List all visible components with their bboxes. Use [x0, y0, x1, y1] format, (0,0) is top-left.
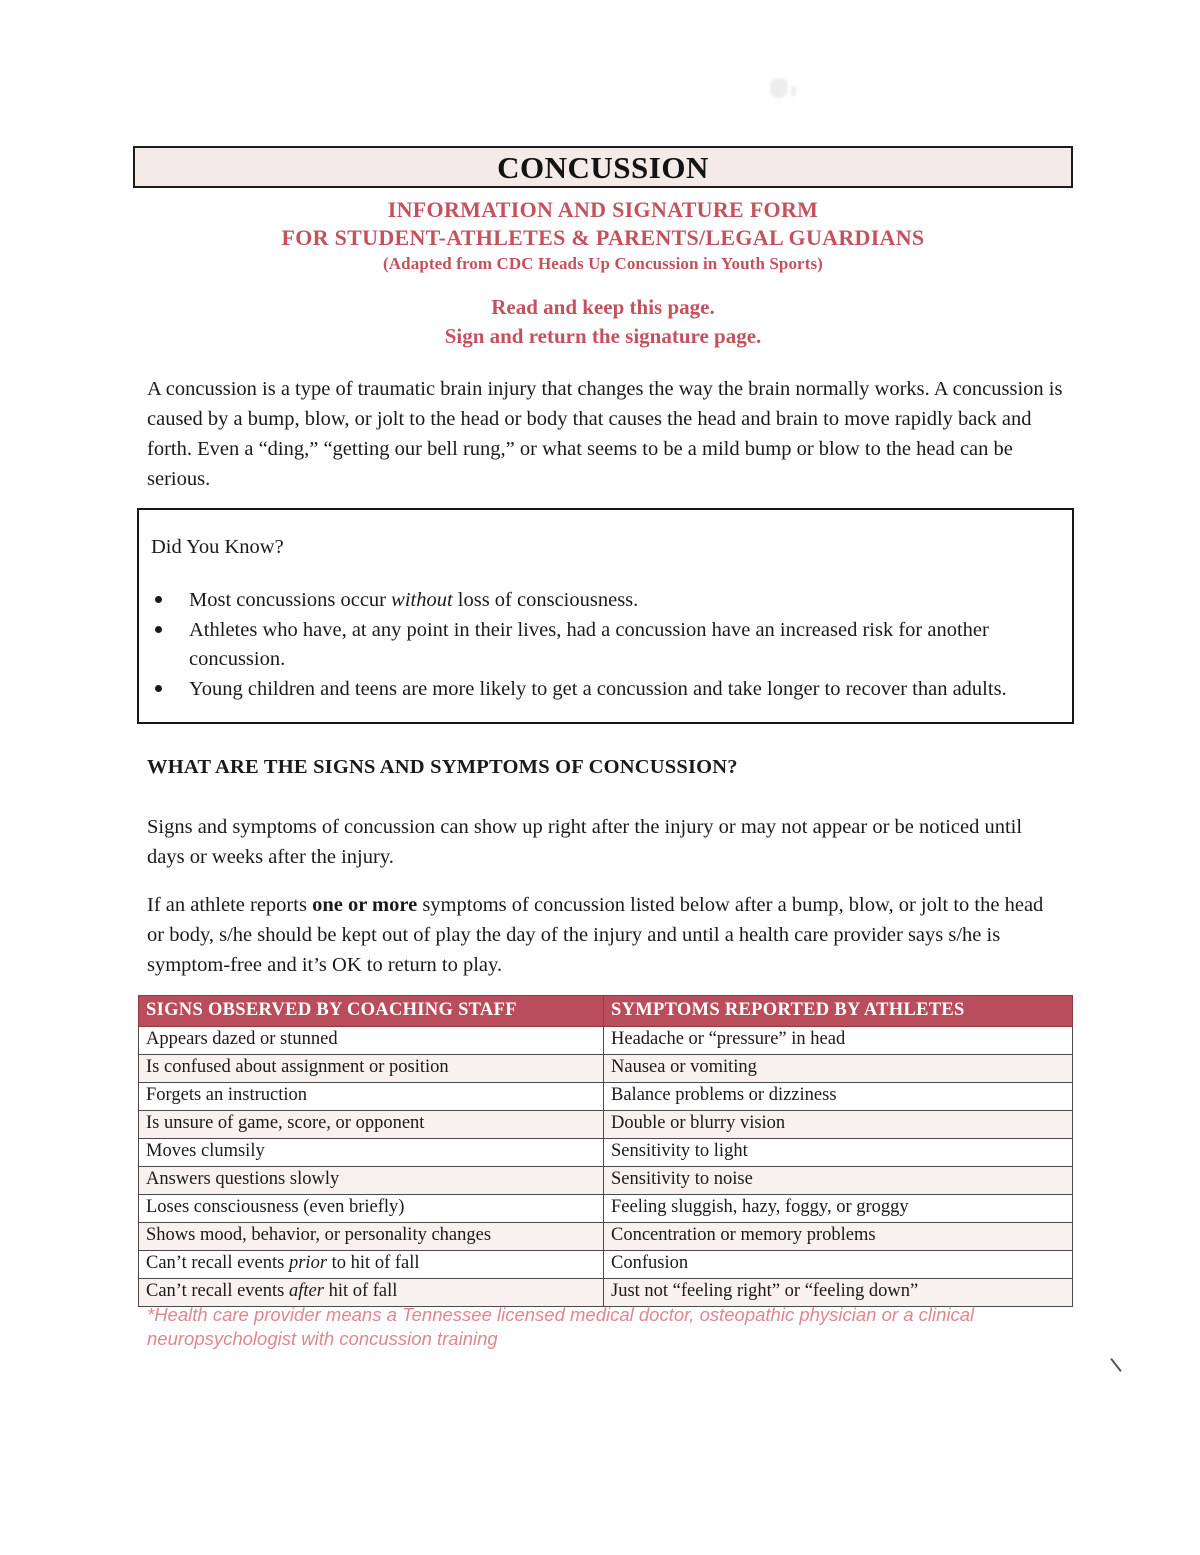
intro-paragraph: A concussion is a type of traumatic brain injury that changes the way the brain normally works. A concussion is caused by a bump, blow, or jolt to the head or body that causes the head and brain to move rapidly back and forth. Even a “ding,” “getting our bell rung,” or what seems to be a mild bump or blow to the head can be serious.: [147, 378, 1063, 491]
table-header-symptoms: SYMPTOMS REPORTED BY ATHLETES: [604, 996, 1073, 1027]
table-cell-sign: [139, 1195, 604, 1223]
page-title: CONCUSSION: [497, 149, 709, 185]
bullet-icon: [155, 596, 162, 603]
table-cell-sign: [139, 1251, 604, 1279]
section-heading-signs-symptoms: WHAT ARE THE SIGNS AND SYMPTOMS OF CONCUSSION?: [147, 756, 738, 778]
bullet-icon: [155, 685, 162, 692]
sign-text-before: Moves clumsily: [146, 1141, 265, 1162]
list-item: [143, 675, 1058, 704]
list-item-text-italic: without: [391, 589, 453, 611]
sign-text-before: Loses consciousness (even briefly): [146, 1197, 405, 1218]
did-you-know-heading: Did You Know?: [151, 536, 284, 558]
table-cell-symptom: Concentration or memory problems: [604, 1223, 1073, 1251]
table-cell-symptom: Confusion: [604, 1251, 1073, 1279]
did-you-know-box: [137, 508, 1074, 724]
table-cell-sign: [139, 1167, 604, 1195]
table-cell-sign: [139, 1083, 604, 1111]
table-row: [139, 1139, 1073, 1167]
table-row: [139, 1223, 1073, 1251]
sign-text-before: Is unsure of game, score, or opponent: [146, 1113, 425, 1134]
table-row: [139, 1167, 1073, 1195]
list-item: [143, 616, 1058, 674]
sign-text-after: hit of fall: [323, 1281, 398, 1302]
table-body: [139, 1027, 1073, 1307]
table-cell-symptom: Just not “feeling right” or “feeling down”: [604, 1279, 1073, 1307]
signs-symptoms-table: [138, 995, 1073, 1307]
footnote-health-care-provider: *Health care provider means a Tennessee licensed medical doctor, osteopathic physician or a clinical neuropsychologist with concussion training: [147, 1304, 975, 1350]
table-cell-symptom: Double or blurry vision: [604, 1111, 1073, 1139]
table-header-signs: SIGNS OBSERVED BY COACHING STAFF: [139, 996, 604, 1027]
scan-artifact-smudge: [770, 78, 788, 98]
sign-text-before: Appears dazed or stunned: [146, 1029, 338, 1050]
did-you-know-list: [143, 586, 1058, 705]
sign-text-before: Can’t recall events: [146, 1253, 289, 1274]
table-cell-symptom: Sensitivity to noise: [604, 1167, 1073, 1195]
sign-text-before: Shows mood, behavior, or personality changes: [146, 1225, 492, 1246]
table-cell-symptom: Balance problems or dizziness: [604, 1083, 1073, 1111]
table-cell-sign: [139, 1055, 604, 1083]
list-item: [143, 586, 1058, 615]
sign-text-before: Forgets an instruction: [146, 1085, 308, 1106]
subtitle-line-1: INFORMATION AND SIGNATURE FORM: [387, 197, 819, 222]
sign-text-italic: after: [288, 1281, 324, 1302]
list-item-text-after: loss of consciousness.: [452, 589, 639, 611]
table-cell-symptom: Feeling sluggish, hazy, foggy, or groggy: [604, 1195, 1073, 1223]
signs-paragraph-2-bold: one or more: [312, 894, 418, 916]
sign-text-before: Can’t recall events: [146, 1281, 289, 1302]
table-row: [139, 1083, 1073, 1111]
table-cell-sign: [139, 1223, 604, 1251]
signs-paragraph-2-before: If an athlete reports: [147, 894, 313, 916]
reading-instructions: [133, 293, 1073, 351]
table-cell-sign: [139, 1027, 604, 1055]
instruction-read-keep: Read and keep this page.: [491, 295, 715, 319]
table-header-row: [139, 996, 1073, 1027]
scan-artifact-smudge-secondary: [791, 86, 796, 96]
scan-artifact-pen-stroke: [1110, 1358, 1121, 1372]
table-cell-sign: [139, 1139, 604, 1167]
sign-text-before: Is confused about assignment or position: [146, 1057, 449, 1078]
list-item-text-before: Young children and teens are more likely to get a concussion and take longer to recover than adults.: [189, 678, 1007, 701]
table-row: [139, 1111, 1073, 1139]
table-cell-symptom: Headache or “pressure” in head: [604, 1027, 1073, 1055]
document-subtitle: [133, 196, 1073, 277]
signs-paragraph-2-after: symptoms of concussion listed below after a bump, blow, or jolt to the head or body, s/he should be kept out of play the day of the injury and until a health care provider says s/he is symptom-free and it’s OK to return to play.: [147, 894, 1044, 977]
list-item-text-before: Athletes who have, at any point in their lives, had a concussion have an increased risk for another concussion.: [189, 619, 989, 671]
table-row: [139, 1027, 1073, 1055]
signs-paragraph-1: Signs and symptoms of concussion can show up right after the injury or may not appear or be noticed until days or weeks after the injury.: [147, 816, 1023, 869]
table-row: [139, 1055, 1073, 1083]
table-cell-symptom: Nausea or vomiting: [604, 1055, 1073, 1083]
bullet-icon: [155, 626, 162, 633]
subtitle-source-note: (Adapted from CDC Heads Up Concussion in Youth Sports): [383, 254, 823, 274]
sign-text-before: Answers questions slowly: [146, 1169, 340, 1190]
subtitle-line-2: FOR STUDENT-ATHLETES & PARENTS/LEGAL GUARDIANS: [281, 225, 925, 251]
document-title-box: [133, 146, 1073, 188]
table-row: [139, 1195, 1073, 1223]
instruction-sign-return: Sign and return the signature page.: [444, 323, 762, 348]
sign-text-after: to hit of fall: [327, 1253, 420, 1274]
list-item-text-before: Most concussions occur: [189, 589, 392, 611]
signs-paragraph-2: [147, 890, 1047, 980]
sign-text-italic: prior: [288, 1253, 328, 1274]
table-cell-symptom: Sensitivity to light: [604, 1139, 1073, 1167]
table-cell-sign: [139, 1111, 604, 1139]
table-row: [139, 1251, 1073, 1279]
